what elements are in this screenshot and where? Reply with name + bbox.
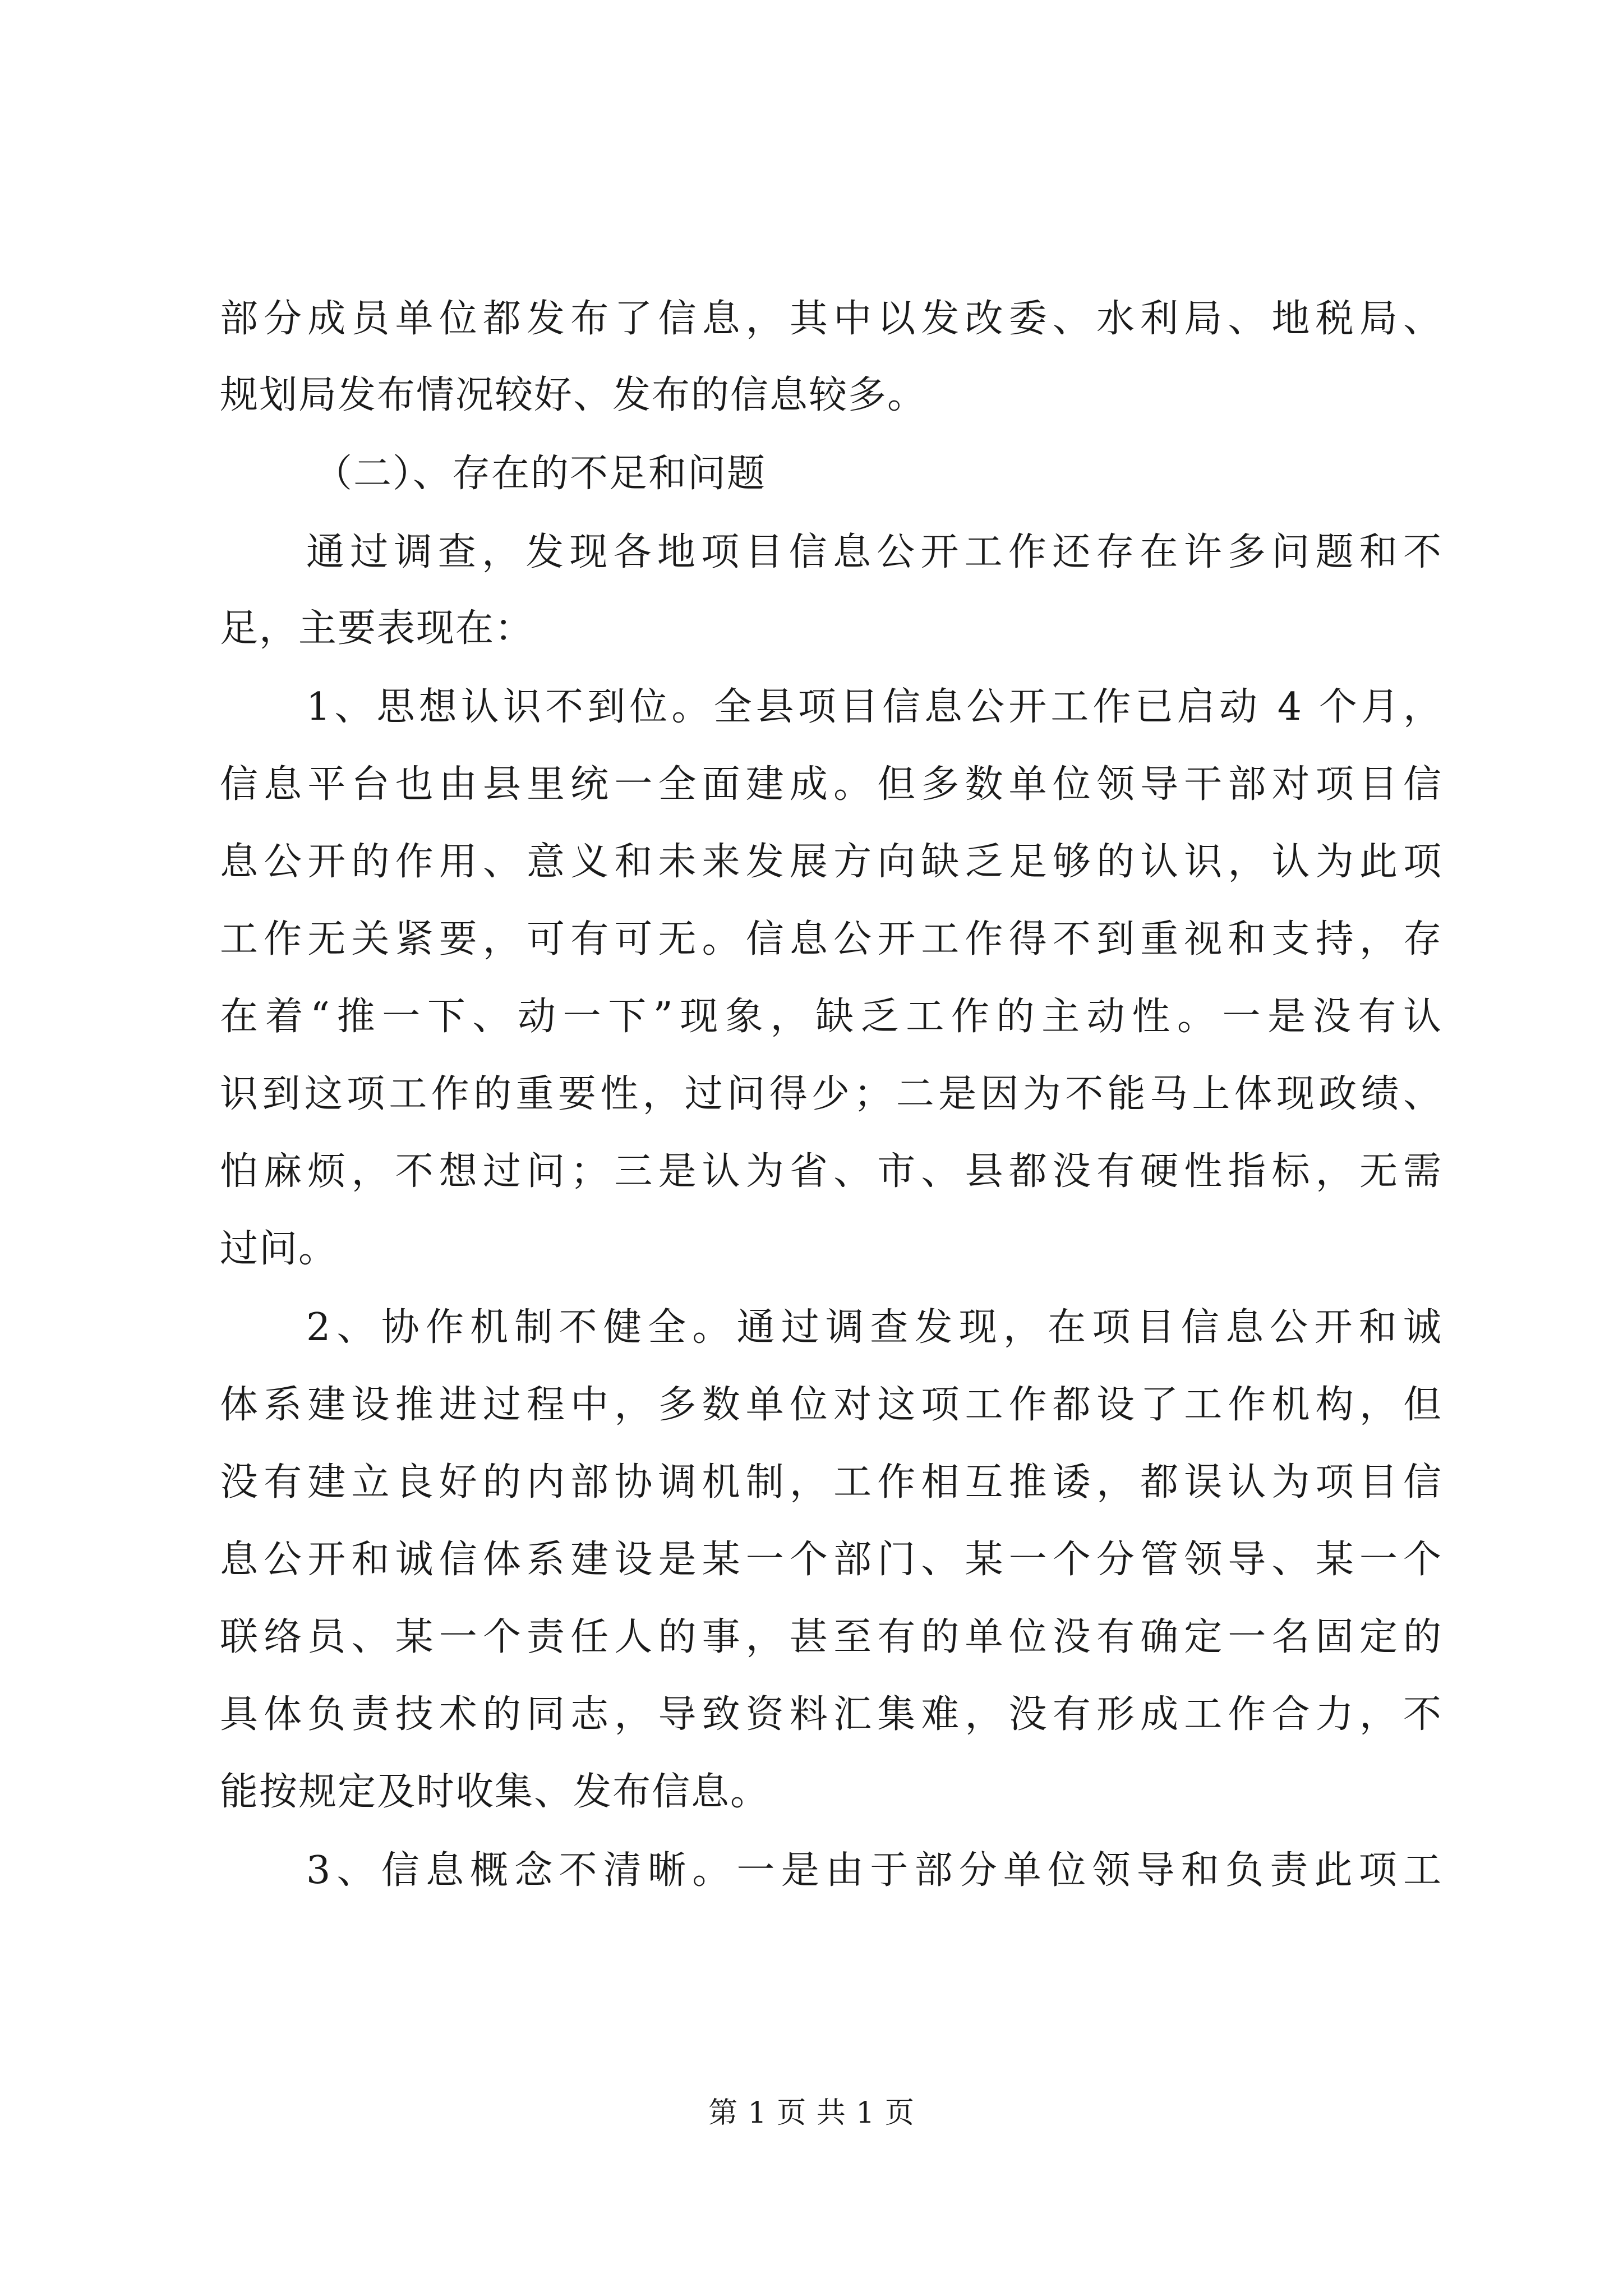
body-line: 工作无关紧要，可有可无。信息公开工作得不到重视和支持，存 (220, 917, 1442, 961)
body-line: 体系建设推进过程中，多数单位对这项工作都设了工作机构，但 (220, 1383, 1442, 1427)
body-line: 信息平台也由县里统一全面建成。但多数单位领导干部对项目信 (220, 762, 1442, 807)
body-line: 联络员、某一个责任人的事，甚至有的单位没有确定一名固定的 (220, 1615, 1442, 1659)
paragraph-first-line: 3、信息概念不清晰。一是由于部分单位领导和负责此项工 (306, 1848, 1442, 1893)
section-heading: （二）、存在的不足和问题 (314, 452, 767, 496)
paragraph-first-line: 通过调查，发现各地项目信息公开工作还存在许多问题和不 (306, 530, 1442, 574)
body-line: 息公开的作用、意义和未来发展方向缺乏足够的认识，认为此项 (220, 840, 1442, 884)
body-line: 规划局发布情况较好、发布的信息较多。 (220, 373, 927, 417)
paragraph-first-line: 1、思想认识不到位。全县项目信息公开工作已启动 4 个月， (306, 685, 1442, 729)
body-line: 息公开和诚信体系建设是某一个部门、某一个分管领导、某一个 (220, 1538, 1442, 1582)
body-line: 在着“推一下、动一下”现象，缺乏工作的主动性。一是没有认 (220, 995, 1442, 1039)
body-line: 识到这项工作的重要性，过问得少；二是因为不能马上体现政绩、 (220, 1072, 1442, 1116)
body-line: 过问。 (220, 1227, 338, 1271)
body-line: 怕麻烦，不想过问；三是认为省、市、县都没有硬性指标，无需 (220, 1149, 1442, 1194)
body-line: 能按规定及时收集、发布信息。 (220, 1770, 770, 1814)
body-line: 具体负责技术的同志，导致资料汇集难，没有形成工作合力，不 (220, 1692, 1442, 1737)
paragraph-first-line: 2、协作机制不健全。通过调查发现，在项目信息公开和诚 (306, 1305, 1442, 1350)
body-line: 没有建立良好的内部协调机制，工作相互推诿，都误认为项目信 (220, 1460, 1442, 1504)
body-line: 足，主要表现在： (220, 606, 534, 651)
body-line: 部分成员单位都发布了信息，其中以发改委、水利局、地税局、 (220, 297, 1442, 341)
page-footer: 第 1 页 共 1 页 (708, 2096, 915, 2130)
